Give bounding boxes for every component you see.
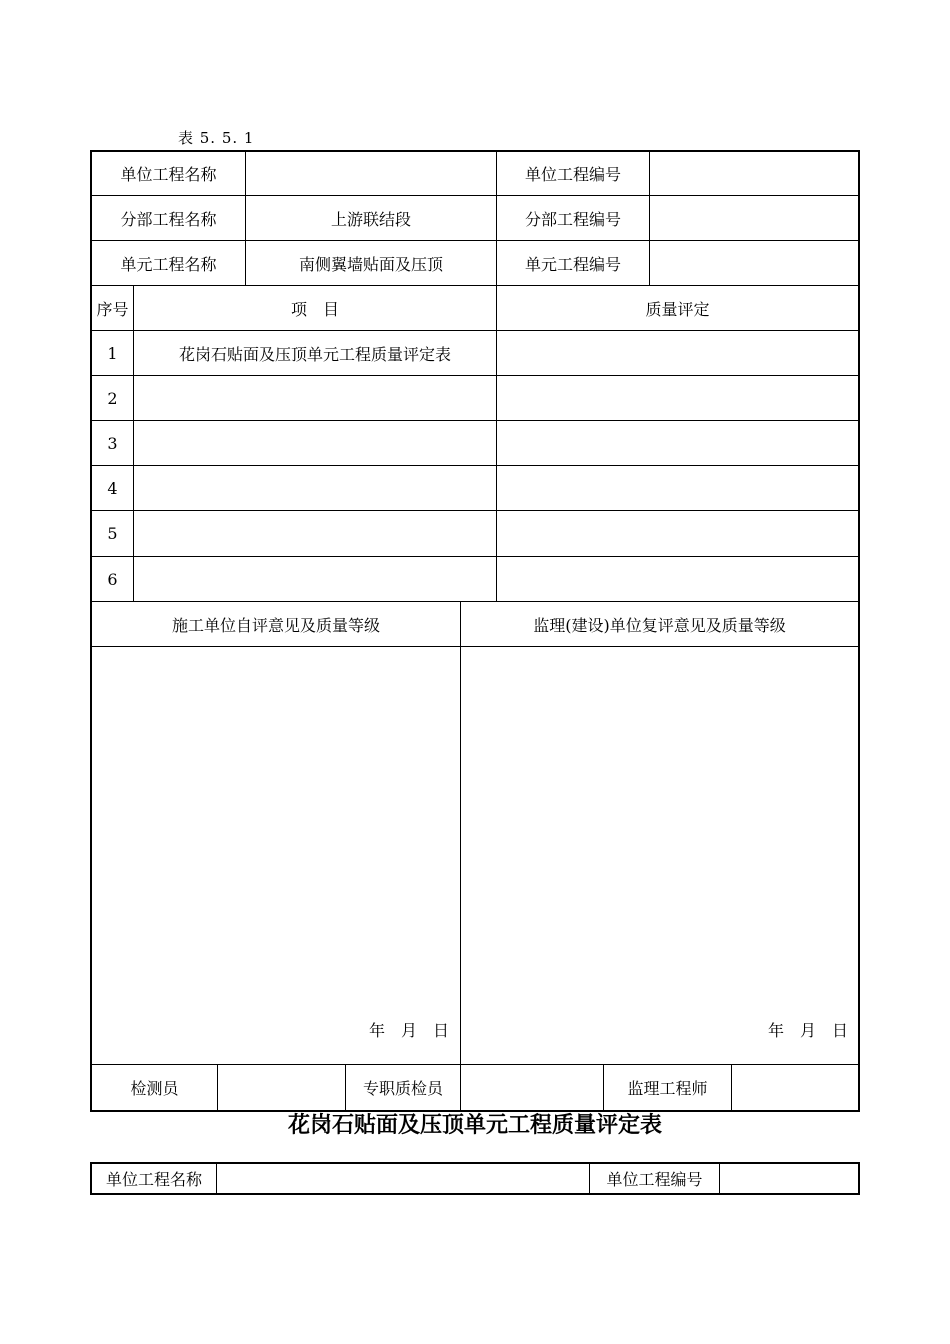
row-5-quality[interactable] <box>497 511 858 556</box>
row-2-no: 2 <box>107 388 118 408</box>
row-1-item: 花岗石贴面及压顶单元工程质量评定表 <box>178 344 451 364</box>
inspector-label: 检测员 <box>130 1079 179 1098</box>
unit-project-code-field[interactable] <box>650 152 858 195</box>
contractor-date: 年 月 日 <box>369 1021 450 1040</box>
row-4-item[interactable] <box>134 466 496 510</box>
row-3-quality[interactable] <box>497 421 858 465</box>
second-unit-project-code-field[interactable] <box>720 1164 858 1193</box>
row-1-quality[interactable] <box>497 331 858 375</box>
contractor-opinion-label: 施工单位自评意见及质量等级 <box>171 615 380 635</box>
element-code-label: 单元工程编号 <box>524 254 621 274</box>
supervising-engineer-field[interactable] <box>732 1065 858 1110</box>
division-code-field[interactable] <box>650 196 858 240</box>
supervising-engineer-label: 监理工程师 <box>627 1079 708 1098</box>
row-2-quality[interactable] <box>497 376 858 420</box>
unit-project-name-field[interactable] <box>246 152 496 195</box>
quality-assessment-form <box>90 150 860 1112</box>
supervisor-date: 年 月 日 <box>768 1021 849 1040</box>
row-6-quality[interactable] <box>497 557 858 601</box>
table-number: 表 5. 5. 1 <box>178 129 255 147</box>
second-unit-project-code-label: 单位工程编号 <box>606 1170 703 1189</box>
second-unit-project-name-field[interactable] <box>217 1164 589 1193</box>
row-4-quality[interactable] <box>497 466 858 510</box>
row-6-no: 6 <box>107 569 118 589</box>
element-name-field[interactable]: 南侧翼墙贴面及压顶 <box>298 254 443 274</box>
row-4-no: 4 <box>107 478 118 498</box>
unit-project-name-label: 单位工程名称 <box>120 165 217 184</box>
row-6-item[interactable] <box>134 557 496 601</box>
inspector-field[interactable] <box>218 1065 345 1110</box>
row-3-no: 3 <box>107 433 118 453</box>
row-3-item[interactable] <box>134 421 496 465</box>
row-5-item[interactable] <box>134 511 496 556</box>
division-name-label: 分部工程名称 <box>120 209 217 229</box>
row-1-no: 1 <box>107 343 118 363</box>
second-form-table <box>90 1162 860 1195</box>
unit-project-code-label: 单位工程编号 <box>524 165 621 184</box>
col-header-no: 序号 <box>96 299 129 319</box>
col-header-item: 项 目 <box>290 299 339 319</box>
division-code-label: 分部工程编号 <box>524 209 621 229</box>
qc-inspector-field[interactable] <box>461 1065 603 1110</box>
supervisor-opinion-label: 监理(建设)单位复评意见及质量等级 <box>533 615 786 635</box>
second-unit-project-name-label: 单位工程名称 <box>105 1170 202 1189</box>
qc-inspector-label: 专职质检员 <box>362 1079 443 1098</box>
contractor-opinion-area[interactable] <box>92 647 460 1064</box>
supervisor-opinion-area[interactable] <box>461 647 858 1064</box>
element-code-field[interactable] <box>650 241 858 285</box>
element-name-label: 单元工程名称 <box>120 254 217 274</box>
second-form-title: 花岗石贴面及压顶单元工程质量评定表 <box>287 1112 662 1138</box>
row-5-no: 5 <box>107 524 118 543</box>
division-name-field[interactable]: 上游联结段 <box>330 209 411 229</box>
col-header-quality: 质量评定 <box>645 299 710 319</box>
row-2-item[interactable] <box>134 376 496 420</box>
